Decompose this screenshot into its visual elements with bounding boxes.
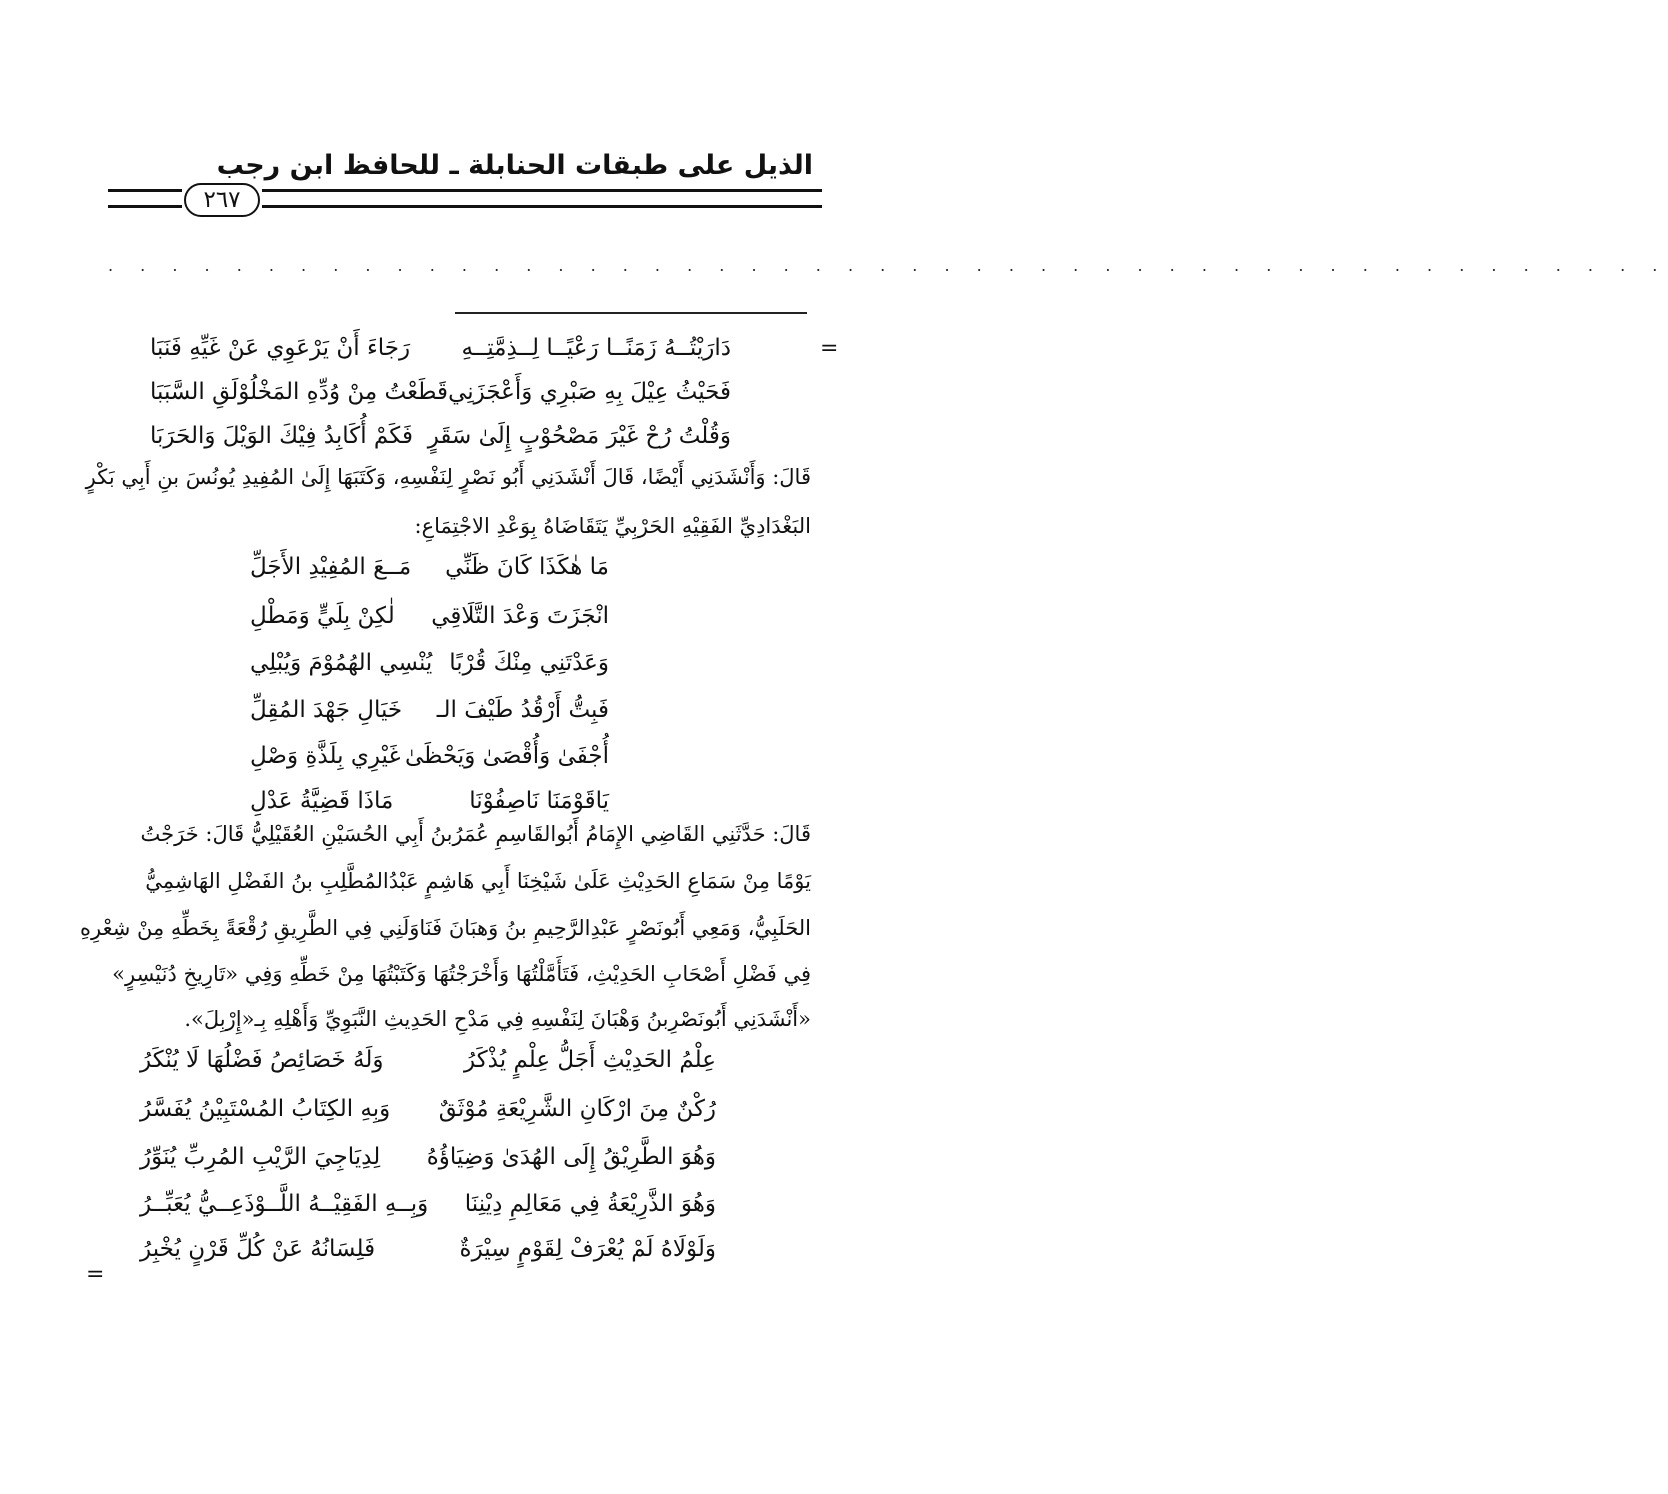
poem1-line2-right: فَحَيْثُ عِيْلَ بِهِ صَبْرِي وَأَعْجَزَنِي	[448, 379, 731, 405]
prose2-line1: قَالَ: حَدَّثَنِي القَاضِي الإِمَامُ أَبُوالقَاسِمِ عُمَرُبنُ أَبِي الحُسَيْنِ العُقَيْلِيُّ قَالَ: خَرَجْتُ	[140, 822, 811, 846]
poem2-line2-left: لٰكِنْ بِلَيٍّ وَمَطْلِ	[250, 603, 395, 629]
poem2-line4-left: خَيَالِ جَهْدَ المُقِلِّ	[250, 697, 403, 723]
poem1-line3-left: فَكَمْ أُكَابِدُ فِيْكَ الوَيْلَ وَالحَرَبَا	[150, 423, 413, 449]
poem1-line1-left: رَجَاءَ أَنْ يَرْعَوِي عَنْ غَيِّهِ فَنَبَا	[150, 335, 411, 361]
prose2-line2: يَوْمًا مِنْ سَمَاعِ الحَدِيْثِ عَلَىٰ شَيْخِنَا أَبِي هَاشِمٍ عَبْدُالمُطَّلِبِ بنُ الفَضْلِ الهَاشِمِيُّ	[145, 869, 811, 893]
footnote-rule	[455, 312, 807, 314]
poem3-line5-right: وَلَوْلَاهُ لَمْ يُعْرَفْ لِقَوْمٍ سِيْرَةٌ	[459, 1236, 716, 1262]
header-rule-right-bottom	[262, 205, 822, 208]
poem3-line3-right: وَهُوَ الطَّرِيْقُ إِلَى الهُدَىٰ وَضِيَاؤُهُ	[426, 1144, 716, 1170]
poem2-line5-right: أُجْفَىٰ وَأُقْصَىٰ وَيَحْظَىٰ	[404, 743, 609, 769]
header-rule-right-top	[262, 189, 822, 192]
running-title: الذيل على طبقات الحنابلة ـ للحافظ ابن رجب	[216, 150, 813, 181]
poem3-line5-left: فَلِسَانُهُ عَنْ كُلِّ قَرْنٍ يُخْبِرُ	[140, 1236, 376, 1262]
poem3-line4-left: وَبِــهِ الفَقِيْــهُ اللَّــوْذَعِــيُّ يُعَبِّــرُ	[140, 1191, 429, 1217]
poem1-line2-left: قَطَعْتُ مِنْ وُدِّهِ المَخْلُوْلَقِ السَّبَبَا	[150, 379, 449, 405]
poem2-line4-right: فَبِتُّ أَرْقُدُ طَيْفَ الـ	[436, 697, 609, 723]
prose1-line2: البَغْدَادِيِّ الفَقِيْهِ الحَرْبِيِّ يَتَقَاضَاهُ بِوَعْدِ الاجْتِمَاعِ:	[414, 514, 811, 538]
header-rule-left-bottom	[108, 205, 182, 208]
poem3-line1-left: وَلَهُ خَصَائِصُ فَضْلُهَا لَا يُنْكَرُ	[140, 1047, 384, 1073]
poem2-line2-right: انْجَزَتَ وَعْدَ التَّلَاقِي	[431, 603, 609, 629]
poem2-line1-left: مَــعَ المُفِيْدِ الأَجَلِّ	[250, 554, 412, 580]
poem1-line1-right: دَارَيْتُــهُ زَمَنًــا رَعْيًــا لِــذِمَّتِــهِ	[461, 335, 731, 361]
poem2-line1-right: مَا هٰكَذَا كَانَ ظَنِّي	[445, 554, 609, 580]
dotted-separator: . . . . . . . . . . . . . . . . . . . . . . . . . . . . . . . . . . . . . . . . . . . . . . . . .	[108, 256, 1668, 275]
prose2-line4: فِي فَضْلِ أَصْحَابِ الحَدِيْثِ، فَتَأَمَّلْتُهَا وَأَخْرَجْتُهَا وَكَتَبْتُهَا مِنْ خَطِّهِ وَفِي «تَارِيخِ دُنَيْسِرٍ»	[112, 962, 811, 986]
poem2-line6-right: يَاقَوْمَنَا نَاصِفُوْنَا	[469, 788, 609, 814]
poem3-line3-left: لِدِيَاجِيَ الرَّيْبِ المُرِبِّ يُنَوِّرُ	[140, 1144, 381, 1170]
margin-equals-bottom: =	[86, 1262, 105, 1287]
prose2-line3: الحَلَبِيُّ، وَمَعِي أَبُونَصْرٍ عَبْدِالرَّحِيمِ بنُ وَهبَانَ فَنَاوَلَنِي فِي الطَّرِيقِ رُقْعَةً بِخَطِّهِ مِنْ شِعْرِهِ	[80, 916, 811, 940]
prose2-line5: «أَنْشَدَنِي أَبُونَصْرِبنُ وَهْبَانَ لِنَفْسِهِ فِي مَدْحِ الحَدِيثِ النَّبَوِيِّ وَأَهْلِهِ بِـ«إِرْبِلَ».	[184, 1007, 811, 1031]
poem2-line3-left: يُنْسِي الهُمُوْمَ وَيُبْلِي	[250, 650, 433, 676]
poem1-line3-right: وَقُلْتُ رُحْ غَيْرَ مَصْحُوْبٍ إِلَىٰ سَقَرٍ	[427, 423, 731, 449]
poem3-line2-right: رُكْنٌ مِنَ ارْكَانِ الشَّرِيْعَةِ مُوْثَقٌ	[438, 1096, 716, 1122]
poem2-line5-left: غَيْرِي بِلَذَّةِ وَصْلِ	[250, 743, 401, 769]
poem3-line2-left: وَبِهِ الكِتَابُ المُسْتَبِيْنُ يُفَسَّرُ	[140, 1096, 391, 1122]
page-number: ٢٦٧	[184, 183, 260, 217]
poem3-line4-right: وَهُوَ الذَّرِيْعَةُ فِي مَعَالِمِ دِيْنِنَا	[464, 1191, 716, 1217]
poem2-line6-left: مَاذَا قَضِيَّةُ عَدْلِ	[250, 788, 394, 814]
margin-equals-top: =	[820, 336, 839, 361]
poem3-line1-right: عِلْمُ الحَدِيْثِ أَجَلُّ عِلْمٍ يُذْكَرُ	[464, 1047, 716, 1073]
header-rule-left-top	[108, 189, 182, 192]
poem2-line3-right: وَعَدْتَنِي مِنْكَ قُرْبًا	[449, 650, 609, 676]
prose1-line1: قَالَ: وَأَنْشَدَنِي أَيْضًا، قَالَ أَنْشَدَنِي أَبُو نَصْرٍ لِنَفْسِهِ، وَكَتَبَهَا إِلَىٰ المُفِيدِ يُونُسَ بنِ أَبِي بَكْرٍ	[85, 465, 811, 489]
